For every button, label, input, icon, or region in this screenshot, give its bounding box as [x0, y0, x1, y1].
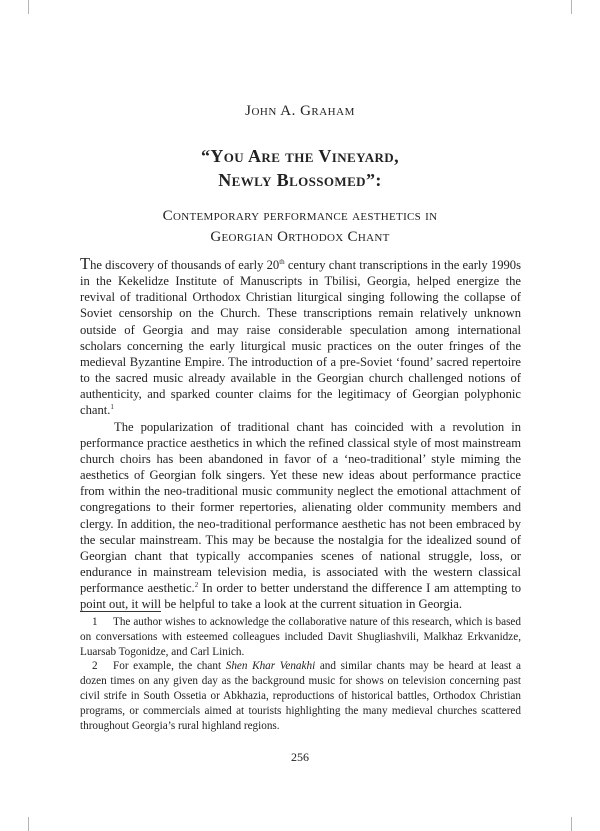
article-subtitle-line-1: Contemporary performance aesthetics in [162, 208, 438, 224]
article-subtitle-line-2: Georgian Orthodox Chant [210, 229, 390, 245]
footnote-1 [80, 615, 521, 659]
footnote-separator [80, 611, 161, 612]
superscript-th: th [279, 258, 285, 266]
footnote-ref-2[interactable]: 2 [194, 581, 199, 590]
footnote-text-b: and similar chants may be heard at least a dozen times on any given day as the background music for shows on television concerning past civil strife in South Ossetia or Abkhazia, reproductions of historical battles, Orthodox Christian programs, or commercials aimed at tourists highlighting the many medieval churches scattered throughout Georgia’s rural highland regions. [80, 660, 521, 732]
crop-mark-top-right [571, 0, 572, 14]
paragraph-1 [80, 256, 521, 419]
footnote-ref-1[interactable]: 1 [110, 403, 114, 412]
footnotes [80, 615, 521, 733]
author-name: John A. Graham [245, 103, 355, 119]
page-number: 256 [291, 750, 309, 764]
footnote-text: The author wishes to acknowledge the collaborative nature of this research, which is based on conversations with esteemed colleagues included Davit Shugliashvili, Malkhaz Erkvanidze, Luarsab Togonidze, and Carl Linich. [80, 616, 521, 658]
paragraph-2 [80, 419, 521, 613]
paragraph-2-text-b: In order to better understand the difference I am attempting to point out, it will be helpful to take a look at the current situation in Georgia. [80, 581, 521, 612]
article-title-line-2: Newly Blossomed”: [218, 170, 382, 190]
paragraph-2-text-a: The popularization of traditional chant has coincided with a revolution in performance practice aesthetics in which the refined classical style of most mainstream church choirs has been abandoned in favor of a ‘neo-traditional’ style miming the aesthetics of Georgian folk singers. Yet these new ideas about performance practice from within the neo-traditional music community neglect the emotional attachment of congregations to their former repertories, alienating older community members and clergy. In addition, the neo-traditional performance aesthetic has not been embraced by the secular mainstream. This may be because the nostalgia for the idealized sound of Georgian chant that typically accompanies scenes of national struggle, loss, or endurance in mainstream television media, is associated with the western classical performance aesthetic. [80, 419, 521, 596]
paragraph-1-text-b: century chant transcriptions in the early 1990s in the Kekelidze Institute of Manuscripts in Tbilisi, Georgia, helped energize the revival of traditional Orthodox Christian liturgical singing following the collapse of Soviet censorship on the Church. These transcriptions remain relatively unknown outside of Georgia and may raise considerable speculation among international scholars concerning the early liturgical music practices on the outer fringes of the medieval Byzantine Empire. The introduction of a pre-Soviet ‘found’ sacred repertoire to the sacred music already available in the Georgian church challenged notions of authenticity, and sparked counter claims for the legitimacy of Georgian polyphonic chant. [80, 258, 521, 418]
footnote-text-a: For example, the chant [113, 660, 226, 673]
footnote-number: 2 [92, 660, 98, 673]
paragraph-1-text-a: he discovery of thousands of early 20 [90, 258, 280, 272]
article-title-line-1: “You Are the Vineyard, [201, 146, 399, 166]
footnote-2 [80, 659, 521, 733]
drop-cap: T [80, 254, 91, 273]
chant-title-italic: Shen Khar Venakhi [225, 660, 316, 673]
crop-mark-bottom-left [28, 817, 29, 831]
crop-mark-top-left [28, 0, 29, 14]
body-text [80, 256, 521, 612]
crop-mark-bottom-right [571, 817, 572, 831]
footnote-number: 1 [92, 616, 98, 628]
